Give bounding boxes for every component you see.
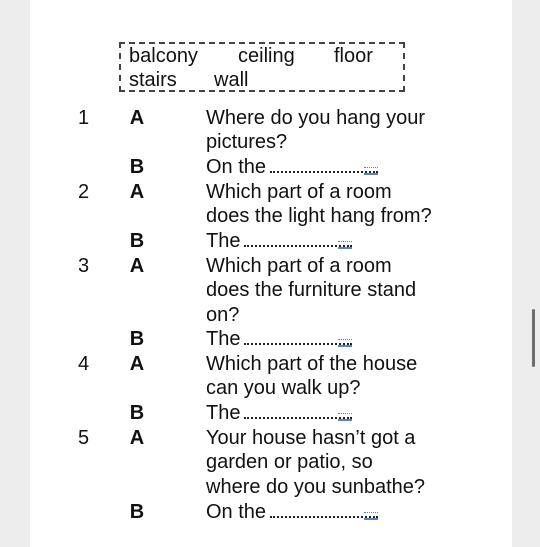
answer-line: [206, 327, 506, 351]
answer-prefix: The: [206, 230, 241, 252]
speaker-b-label: B: [129, 156, 145, 178]
speaker-b-label: B: [129, 501, 145, 523]
answer-line: [206, 229, 506, 253]
question-line: Your house hasn’t got a: [206, 427, 416, 449]
word-wall: wall: [214, 69, 249, 91]
word-box: [119, 42, 405, 92]
answer-blank[interactable]: [244, 403, 352, 419]
speaker-a-label: A: [129, 181, 145, 203]
question-line: where do you sunbathe?: [206, 476, 426, 498]
word-floor: floor: [334, 45, 373, 67]
question-line: Which part of a room: [206, 181, 392, 203]
question-line: does the furniture stand: [206, 279, 417, 301]
answer-blank[interactable]: [244, 231, 352, 247]
edit-marker-icon: [338, 241, 352, 249]
answer-prefix: On the: [206, 501, 267, 523]
answer-prefix: On the: [206, 156, 267, 178]
item-number: 2: [78, 181, 90, 203]
edit-marker-icon: [364, 167, 378, 175]
speaker-b-label: B: [129, 230, 145, 252]
answer-line: [206, 500, 506, 524]
question-line: on?: [206, 304, 240, 326]
speaker-b-label: B: [129, 402, 145, 424]
speaker-a-label: A: [129, 255, 145, 277]
answer-prefix: The: [206, 402, 241, 424]
question-line: does the light hang from?: [206, 205, 432, 227]
word-stairs: stairs: [129, 69, 177, 91]
speaker-a-label: A: [129, 427, 145, 449]
edit-marker-icon: [338, 413, 352, 421]
item-number: 4: [78, 353, 90, 375]
item-number: 5: [78, 427, 90, 449]
question-line: Where do you hang your: [206, 107, 426, 129]
question-line: Which part of the house: [206, 353, 418, 375]
answer-blank[interactable]: [244, 329, 352, 345]
speaker-b-label: B: [129, 328, 145, 350]
answer-line: [206, 155, 506, 179]
word-ceiling: ceiling: [238, 45, 295, 67]
item-number: 3: [78, 255, 90, 277]
answer-prefix: The: [206, 328, 241, 350]
question-line: Which part of a room: [206, 255, 392, 277]
speaker-a-label: A: [129, 353, 145, 375]
question-line: pictures?: [206, 131, 288, 153]
answer-line: [206, 401, 506, 425]
item-number: 1: [78, 107, 90, 129]
question-line: can you walk up?: [206, 377, 361, 399]
answer-blank[interactable]: [270, 502, 378, 518]
edit-marker-icon: [338, 339, 352, 347]
word-balcony: balcony: [129, 45, 198, 67]
speaker-a-label: A: [129, 107, 145, 129]
edit-marker-icon: [364, 512, 378, 520]
answer-blank[interactable]: [270, 157, 378, 173]
question-line: garden or patio, so: [206, 451, 373, 473]
vertical-scrollbar[interactable]: [532, 309, 535, 367]
